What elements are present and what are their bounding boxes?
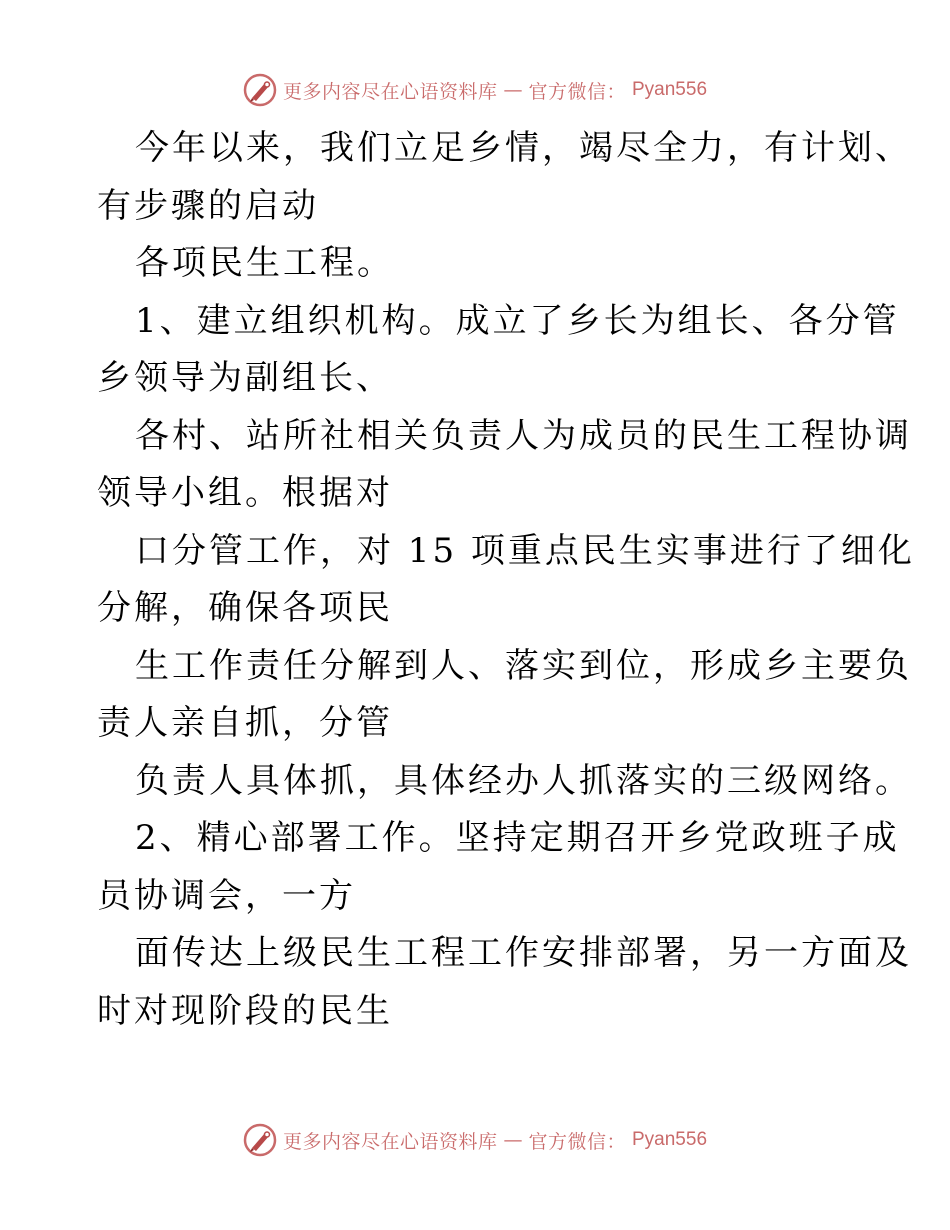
text-line: 领导小组。根据对 xyxy=(97,473,393,513)
text-line: 负责人具体抓，具体经办人抓落实的三级网络。 xyxy=(135,760,912,801)
banner-separator: — xyxy=(503,1129,523,1151)
banner-separator: — xyxy=(503,79,523,101)
banner-slogan: 更多内容尽在心语资料库 xyxy=(282,1130,498,1153)
pen-logo-icon xyxy=(243,1123,277,1157)
banner-wechat-label: 官方微信： xyxy=(528,1130,626,1153)
text-line: 生工作责任分解到人、落实到位，形成乡主要负 xyxy=(135,645,912,686)
text-line: 各项民生工程。 xyxy=(135,243,394,283)
text-line: 有步骤的启动 xyxy=(97,185,319,226)
text-line: 1、建立组织机构。成立了乡长为组长、各分管 xyxy=(135,300,900,341)
pen-logo-icon xyxy=(243,73,277,107)
document-body xyxy=(97,120,915,1040)
banner-content xyxy=(243,73,707,107)
text-line: 分解，确保各项民 xyxy=(97,588,393,628)
banner-content xyxy=(243,1123,707,1157)
footer-banner xyxy=(0,1120,950,1160)
text-line: 2、精心部署工作。坚持定期召开乡党政班子成 xyxy=(135,818,900,858)
banner-wechat-account: Pyan556 xyxy=(632,1129,708,1150)
banner-slogan: 更多内容尽在心语资料库 xyxy=(282,80,498,103)
header-banner xyxy=(0,70,950,110)
banner-wechat-label: 官方微信： xyxy=(528,80,626,103)
text-line: 乡领导为副组长、 xyxy=(97,358,393,398)
text-line: 各村、站所社相关负责人为成员的民生工程协调 xyxy=(135,415,912,456)
text-line: 面传达上级民生工程工作安排部署，另一方面及 xyxy=(135,933,912,973)
banner-wechat-account: Pyan556 xyxy=(632,79,708,100)
text-line: 口分管工作，对 15 项重点民生实事进行了细化 xyxy=(135,530,915,571)
text-line: 时对现阶段的民生 xyxy=(97,990,393,1031)
text-line: 责人亲自抓，分管 xyxy=(97,703,393,743)
text-line: 员协调会，一方 xyxy=(97,875,356,916)
text-line: 今年以来，我们立足乡情，竭尽全力，有计划、 xyxy=(135,128,912,168)
